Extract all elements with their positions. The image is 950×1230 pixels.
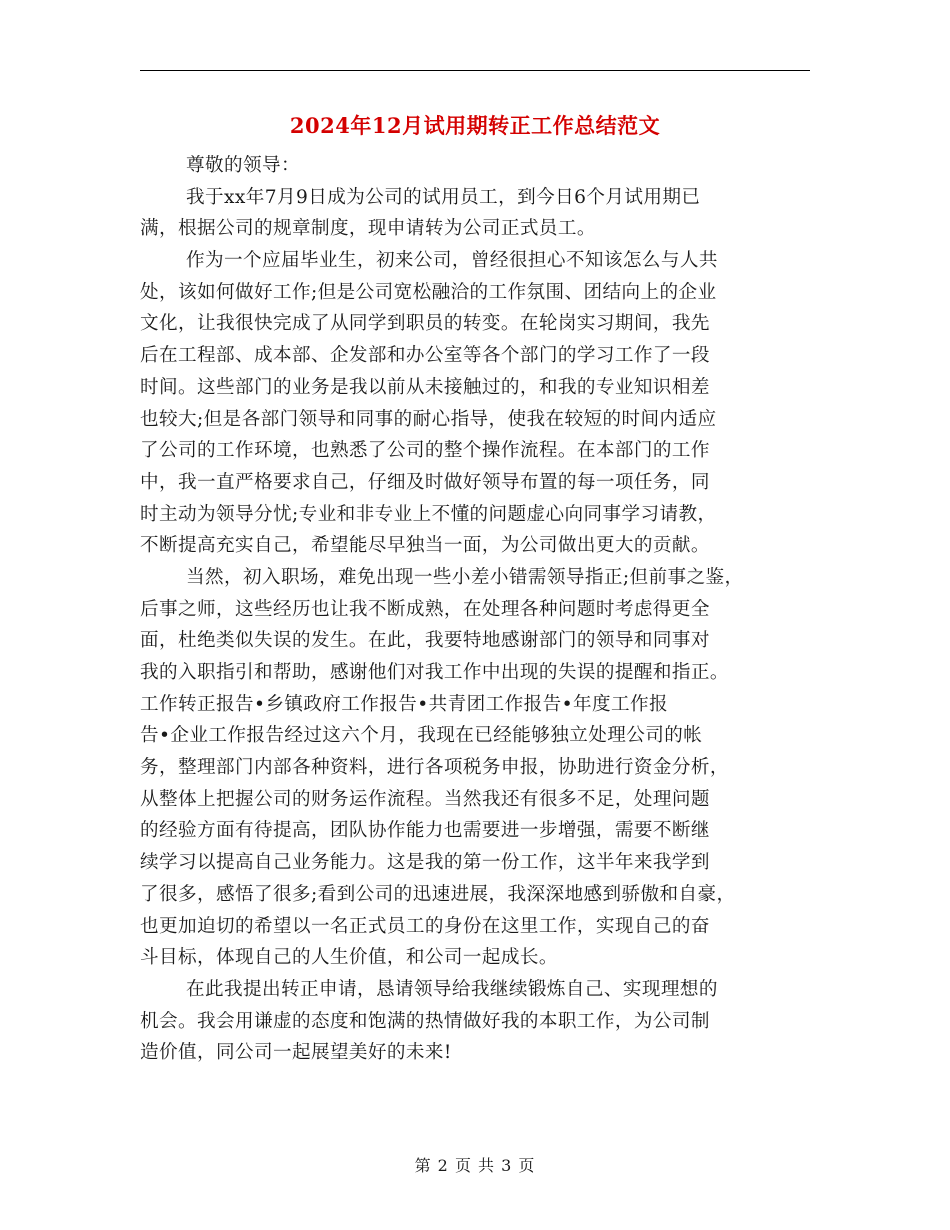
paragraph-2-line-9: 时主动为领导分忧;专业和非专业上不懂的问题虚心向同事学习请教， — [140, 503, 717, 525]
paragraph-2-line-5: 时间。这些部门的业务是我以前从未接触过的，和我的专业知识相差 — [140, 376, 710, 398]
paragraph-3-line-13: 斗目标，体现自己的人生价值，和公司一起成长。 — [140, 947, 558, 969]
paragraph-2-line-1: 作为一个应届毕业生，初来公司，曾经很担心不知该怎么与人共 — [186, 250, 718, 272]
paragraph-4-line-2: 机会。我会用谦虚的态度和饱满的热情做好我的本职工作，为公司制 — [140, 1010, 710, 1032]
paragraph-2-line-3: 文化，让我很快完成了从同学到职员的转变。在轮岗实习期间，我先 — [140, 313, 710, 335]
document-title: 2024年12月试用期转正工作总结范文 — [289, 113, 661, 138]
paragraph-3-line-4: 我的入职指引和帮助，感谢他们对我工作中出现的失误的提醒和指正。 — [140, 662, 729, 683]
paragraph-3-line-12: 也更加迫切的希望以一名正式员工的身份在这里工作，实现自己的奋 — [140, 915, 710, 937]
paragraph-2-line-2: 处，该如何做好工作;但是公司宽松融洽的工作氛围、团结向上的企业 — [140, 281, 717, 303]
paragraph-1-line-1: 我于xx年7月9日成为公司的试用员工，到今日6个月试用期已 — [186, 186, 701, 208]
paragraph-4-line-3: 造价值，同公司一起展望美好的未来! — [140, 1042, 452, 1064]
page-number-footer: 第 2 页 共 3 页 — [414, 1156, 536, 1175]
paragraph-3-line-9: 的经验方面有待提高，团队协作能力也需要进一步增强，需要不断继 — [140, 820, 710, 842]
paragraph-3-line-10: 续学习以提高自己业务能力。这是我的第一份工作，这半年来我学到 — [140, 852, 710, 874]
paragraph-2-line-7: 了公司的工作环境，也熟悉了公司的整个操作流程。在本部门的工作 — [140, 440, 710, 462]
paragraph-4-line-1: 在此我提出转正申请，恳请领导给我继续锻炼自己、实现理想的 — [186, 978, 718, 1000]
document-body — [140, 150, 815, 1069]
salutation-line: 尊敬的领导： — [186, 155, 300, 176]
paragraph-2-line-4: 后在工程部、成本部、企发部和办公室等各个部门的学习工作了一段 — [140, 345, 710, 367]
paragraph-3-line-6: 告•企业工作报告经过这六个月，我现在已经能够独立处理公司的帐 — [140, 725, 703, 747]
paragraph-3-line-1: 当然，初入职场，难免出现一些小差小错需领导指正;但前事之鉴， — [186, 566, 744, 588]
header-rule — [140, 70, 810, 71]
paragraph-3-line-3: 面，杜绝类似失误的发生。在此，我要特地感谢部门的领导和同事对 — [140, 630, 710, 652]
paragraph-3-line-2: 后事之师，这些经历也让我不断成熟，在处理各种问题时考虑得更全 — [140, 598, 710, 620]
paragraph-3-line-7: 务，整理部门内部各种资料，进行各项税务申报，协助进行资金分析， — [140, 757, 729, 779]
paragraph-3-line-8: 从整体上把握公司的财务运作流程。当然我还有很多不足，处理问题 — [140, 788, 710, 810]
paragraph-3-line-5: 工作转正报告•乡镇政府工作报告•共青团工作报告•年度工作报 — [140, 693, 668, 715]
paragraph-2-line-6: 也较大;但是各部门领导和同事的耐心指导，使我在较短的时间内适应 — [140, 408, 717, 430]
paragraph-3-line-11: 了很多，感悟了很多;看到公司的迅速进展，我深深地感到骄傲和自豪， — [140, 883, 736, 905]
paragraph-1-line-2: 满，根据公司的规章制度，现申请转为公司正式员工。 — [140, 218, 596, 240]
paragraph-2-line-10: 不断提高充实自己，希望能尽早独当一面，为公司做出更大的贡献。 — [140, 535, 710, 557]
paragraph-2-line-8: 中，我一直严格要求自己，仔细及时做好领导布置的每一项任务，同 — [140, 471, 710, 493]
